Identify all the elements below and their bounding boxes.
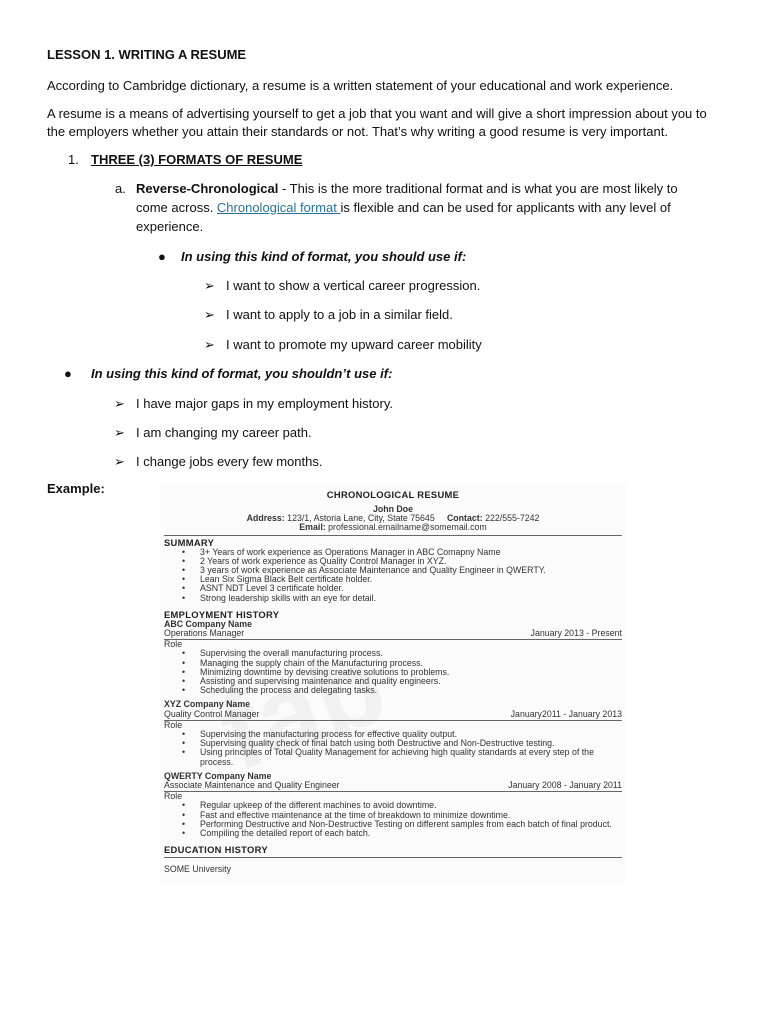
resume-name: John Doe [372, 504, 414, 514]
bullet-icon: ● [158, 249, 166, 264]
resume-bullet-item: • Strong leadership skills with an eye for detail. [200, 594, 622, 603]
resume-bullet-item: • ASNT NDT Level 3 certificate holder. [200, 584, 622, 593]
text: - This is the more traditional format and is what you are most likely to [278, 181, 678, 196]
value: 123/1, Astoria Lane, City, State 75645 [284, 513, 435, 524]
resume-bullet-item: • Supervising the manufacturing process for effective quality output. [200, 730, 622, 739]
format-term: Reverse-Chronological [136, 181, 279, 196]
job-entry [164, 620, 622, 696]
resume-bullet-item: • Compiling the detailed report of each batch. [200, 829, 622, 838]
text: come across. [136, 200, 217, 215]
summary-list [164, 548, 622, 603]
role-label: Role [164, 639, 183, 650]
dates: January2011 - January 2013 [510, 708, 622, 719]
company-name: ABC Company Name [164, 618, 252, 629]
resume-email-line [164, 523, 622, 532]
resume-bullet-item: • Supervising the overall manufacturing process. [200, 649, 622, 658]
list-number: 1. [68, 152, 79, 167]
position: Operations Manager [164, 628, 245, 639]
job-entry [164, 772, 622, 838]
use-if-item: I want to show a vertical career progression. [226, 278, 481, 293]
position-row [164, 629, 622, 638]
chronological-format-link[interactable]: Chronological format [216, 200, 341, 215]
not-use-if-item: I change jobs every few months. [136, 454, 323, 469]
not-use-if-heading: In using this kind of format, you shouldn’t use if: [91, 366, 393, 381]
position: Quality Control Manager [164, 708, 260, 719]
resume-bullet-item: • Supervising quality check of final batch using both Destructive and Non-Destructive testing. [200, 739, 622, 748]
summary-heading: SUMMARY [164, 536, 215, 548]
value: 222/555-7242 [482, 513, 540, 524]
resume-bullet-item: • Minimizing downtime by devising creative solutions to problems. [200, 668, 622, 677]
arrow-bullet-icon: ➢ [204, 278, 215, 293]
education-heading: EDUCATION HISTORY [164, 844, 268, 856]
role-list [164, 801, 622, 838]
format-description: experience. [136, 219, 204, 234]
paragraph-line: A resume is a means of advertising yourself to get a job that you want and will give a short impression about you to [47, 106, 707, 121]
list-letter: a. [115, 181, 126, 196]
role-list [164, 649, 622, 695]
bullet-icon: ● [64, 366, 72, 381]
resume-bullet-item: • Lean Six Sigma Black Belt certificate holder. [200, 575, 622, 584]
university: SOME University [164, 864, 231, 875]
text: is flexible and can be used for applicants with any level of [340, 200, 671, 215]
not-use-if-item: I am changing my career path. [136, 425, 312, 440]
resume-bullet-item: • Scheduling the process and delegating tasks. [200, 686, 622, 695]
label: Email: [299, 522, 326, 533]
label: Contact: [446, 513, 483, 524]
arrow-bullet-icon: ➢ [114, 454, 125, 469]
resume-bullet-item: • 2 Years of work experience as Quality Control Manager in XYZ. [200, 557, 622, 566]
example-label: Example: [47, 481, 105, 496]
dates: January 2013 - Present [530, 628, 622, 639]
value: professional.emailname@somemail.com [325, 522, 487, 533]
formats-heading: THREE (3) FORMATS OF RESUME [91, 152, 303, 167]
resume-example-image [160, 484, 626, 883]
lesson-title: LESSON 1. WRITING A RESUME [47, 47, 247, 62]
resume-bullet-item: • Using principles of Total Quality Management for achieving high quality standards at every step of the process. [200, 748, 622, 766]
paragraph-line: the employers whether you attain their standards or not. That’s why writing a good resume is very important. [47, 124, 668, 139]
not-use-if-item: I have major gaps in my employment history. [136, 396, 393, 411]
resume-bullet-item: • Assisting and supervising maintenance and quality engineers. [200, 677, 622, 686]
resume-bullet-item: • 3+ Years of work experience as Operations Manager in ABC Comapny Name [200, 548, 622, 557]
resume-bullet-item: • Fast and effective maintenance at the time of breakdown to minimize downtime. [200, 811, 622, 820]
definition-paragraph: According to Cambridge dictionary, a resume is a written statement of your educational and work experience. [47, 78, 674, 93]
arrow-bullet-icon: ➢ [114, 425, 125, 440]
arrow-bullet-icon: ➢ [204, 307, 215, 322]
company-name: QWERTY Company Name [164, 770, 272, 781]
role-label: Role [164, 719, 183, 730]
resume-bullet-item: • Performing Destructive and Non-Destructive Testing on different samples from each batch of final product. [200, 820, 622, 829]
role-label: Role [164, 791, 183, 802]
use-if-heading: In using this kind of format, you should use if: [181, 249, 467, 264]
position-row [164, 781, 622, 790]
arrow-bullet-icon: ➢ [114, 396, 125, 411]
use-if-item: I want to promote my upward career mobility [226, 337, 482, 352]
label: Address: [246, 513, 285, 524]
employment-heading: EMPLOYMENT HISTORY [164, 608, 280, 620]
resume-bullet-item: • Managing the supply chain of the Manufacturing process. [200, 659, 622, 668]
use-if-item: I want to apply to a job in a similar field. [226, 307, 453, 322]
arrow-bullet-icon: ➢ [204, 337, 215, 352]
resume-title: CHRONOLOGICAL RESUME [326, 489, 460, 500]
format-description [136, 181, 678, 197]
resume-bullet-item: • Regular upkeep of the different machines to avoid downtime. [200, 801, 622, 810]
format-description [136, 200, 671, 216]
divider [164, 857, 622, 858]
role-list [164, 730, 622, 767]
dates: January 2008 - January 2011 [508, 780, 622, 791]
position: Associate Maintenance and Quality Engineer [164, 780, 340, 791]
resume-bullet-item: • 3 years of work experience as Associate Maintenance and Quality Engineer in QWERTY. [200, 566, 622, 575]
divider [164, 535, 622, 536]
company-name: XYZ Company Name [164, 699, 251, 710]
